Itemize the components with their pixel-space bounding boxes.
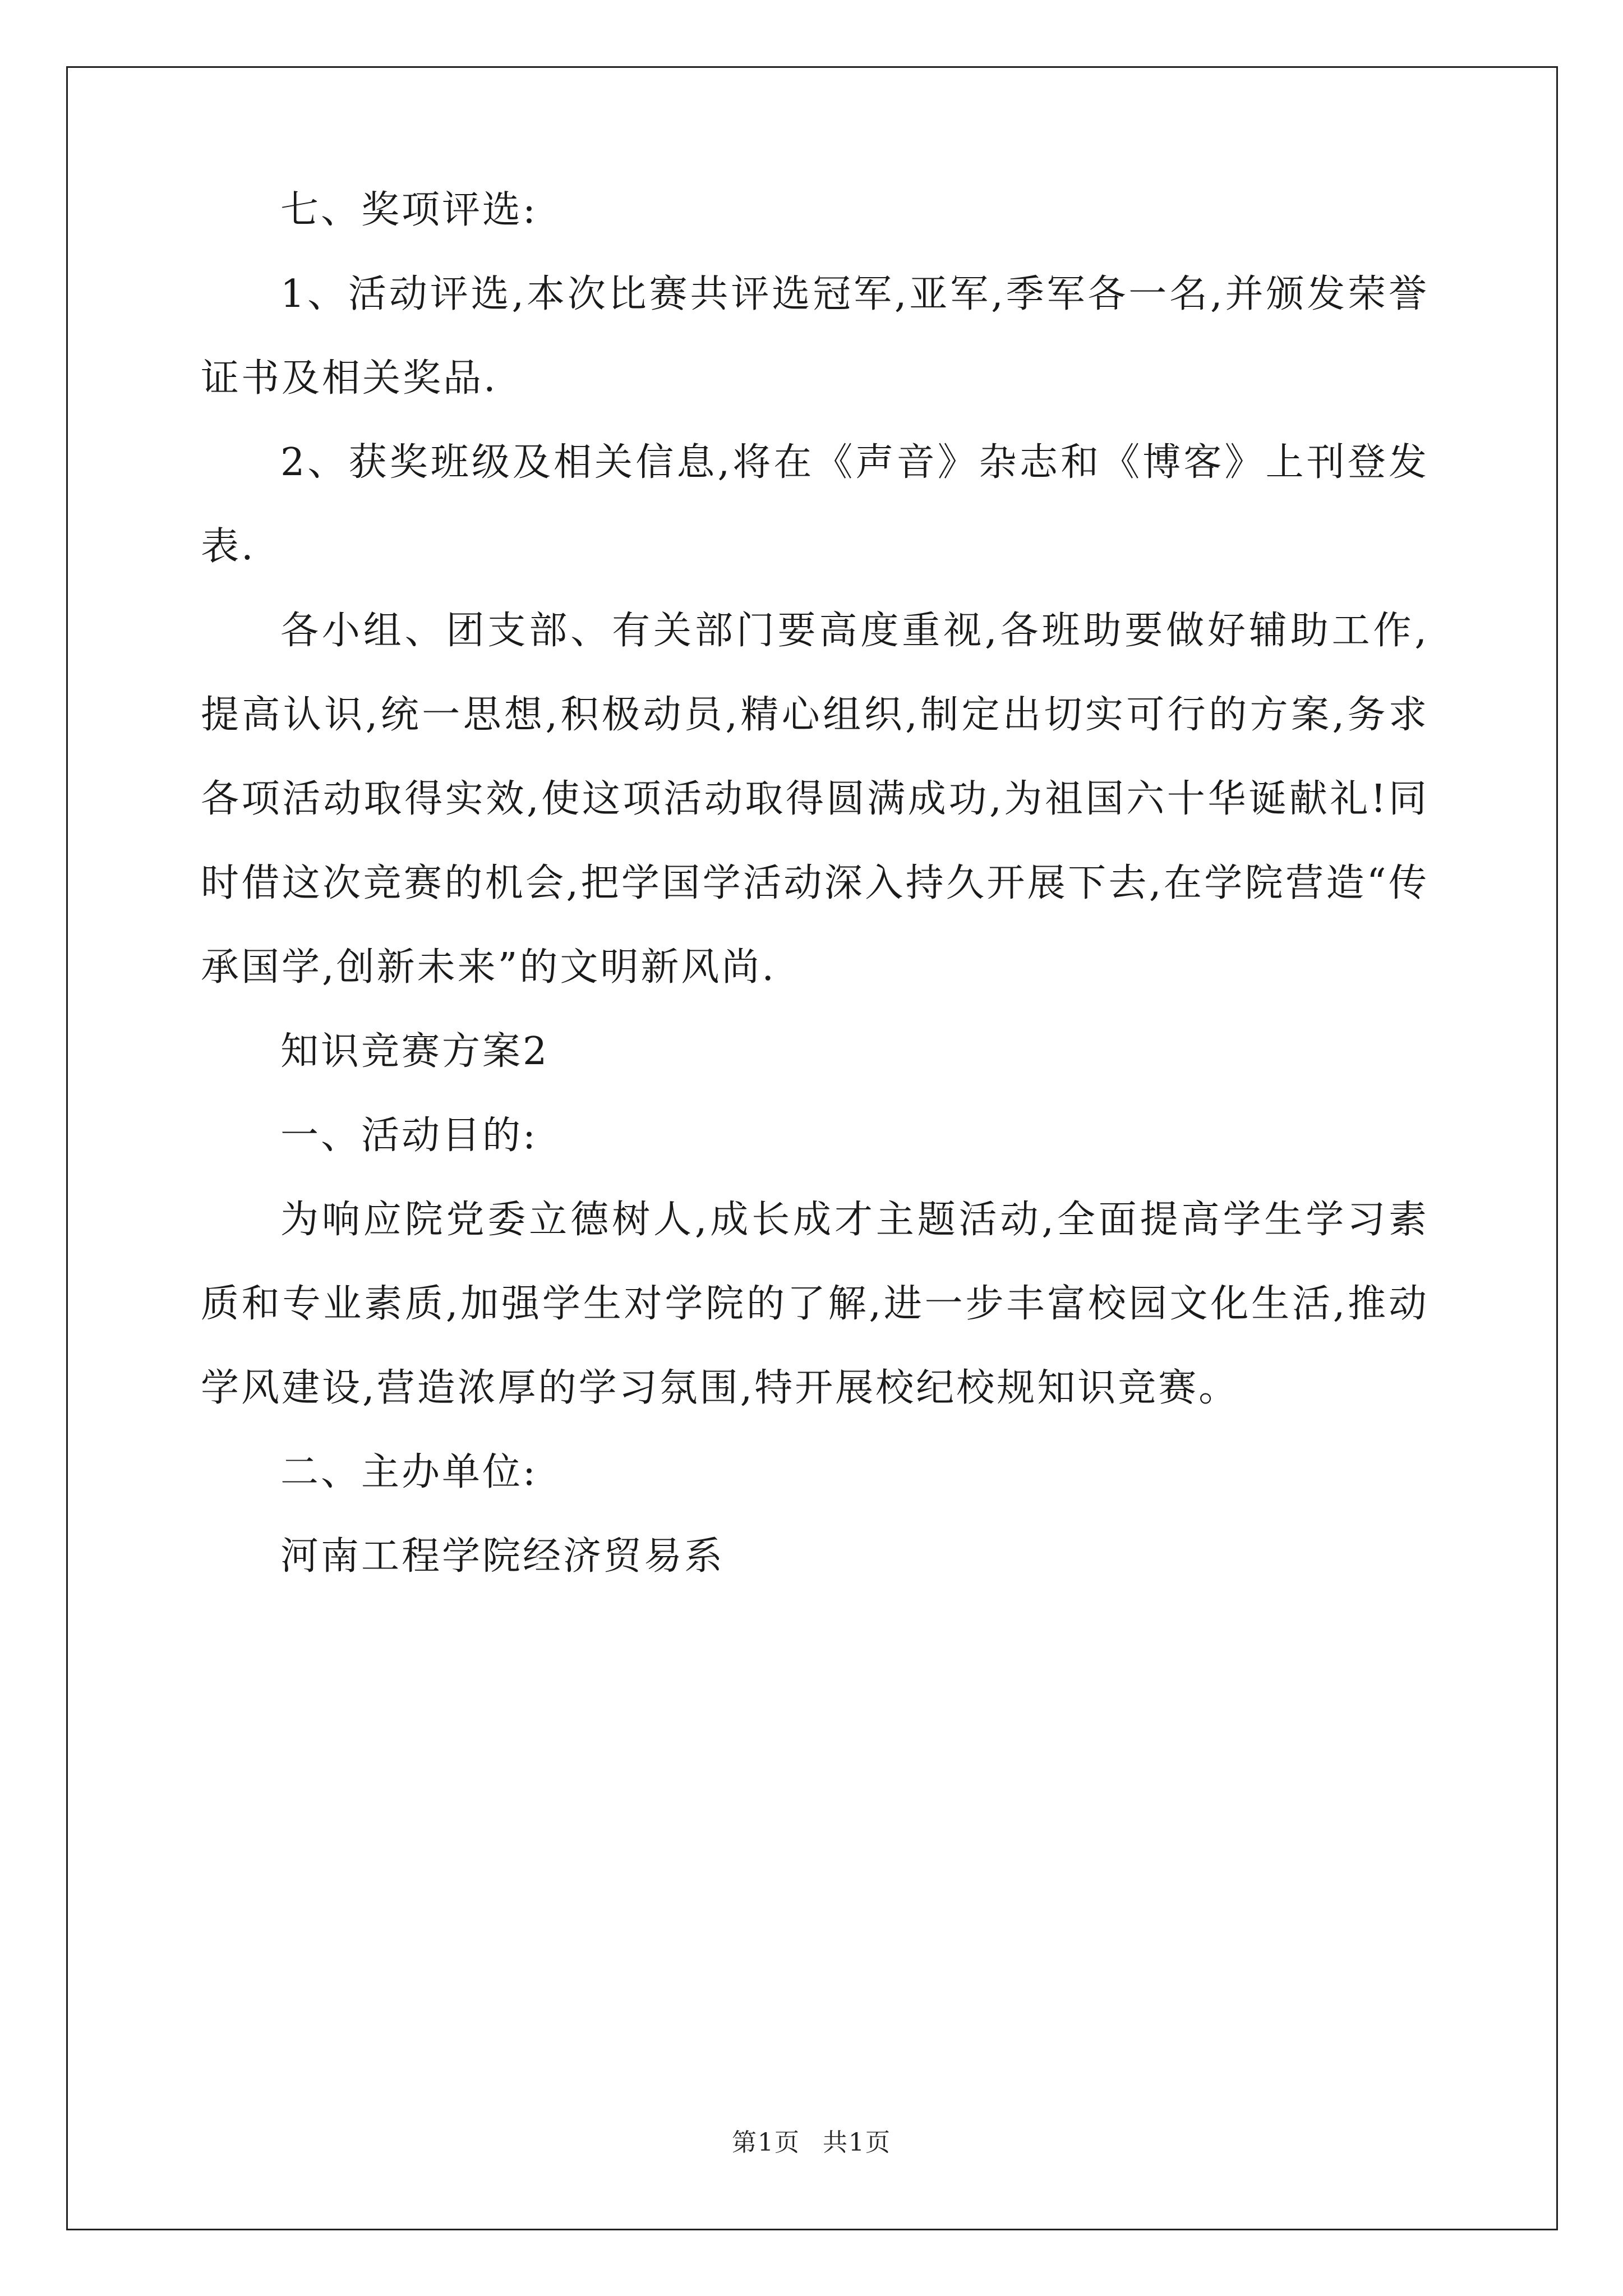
page-number-total: 共1页 (823, 2128, 891, 2157)
section-heading-awards: 七、奖项评选: (280, 188, 538, 232)
section-title-plan-2: 知识竞赛方案2 (280, 1029, 550, 1074)
paragraph-purpose: 为响应院党委立德树人,成长成才主题活动,全面提高学生学习素质和专业素质,加强学生对学院的了解,进一步丰富校园文化生活,推动学风建设,营造浓厚的学习氛围,特开展校纪校规知识竞赛。 (201, 1198, 1429, 1410)
page-number-current: 第1页 (732, 2128, 800, 2157)
section-heading-purpose: 一、活动目的: (280, 1114, 538, 1158)
paragraph-organizer: 河南工程学院经济贸易系 (280, 1534, 725, 1579)
paragraph-award-publication: 2、获奖班级及相关信息,将在《声音》杂志和《博客》上刊登发表. (201, 440, 1429, 569)
document-body (201, 168, 1429, 1599)
page-footer (0, 2126, 1623, 2160)
paragraph-requirements: 各小组、团支部、有关部门要高度重视,各班助要做好辅助工作,提高认识,统一思想,积极动员,精心组织,制定出切实可行的方案,务求各项活动取得实效,使这项活动取得圆满成功,为祖国六十华诞献礼!同时借这次竞赛的机会,把学国学活动深入持久开展下去,在学院营造“传承国学,创新未来”的文明新风尚. (201, 609, 1429, 990)
section-heading-organizer: 二、主办单位: (280, 1450, 538, 1494)
paragraph-award-selection: 1、活动评选,本次比赛共评选冠军,亚军,季军各一名,并颁发荣誉证书及相关奖品. (201, 272, 1429, 401)
